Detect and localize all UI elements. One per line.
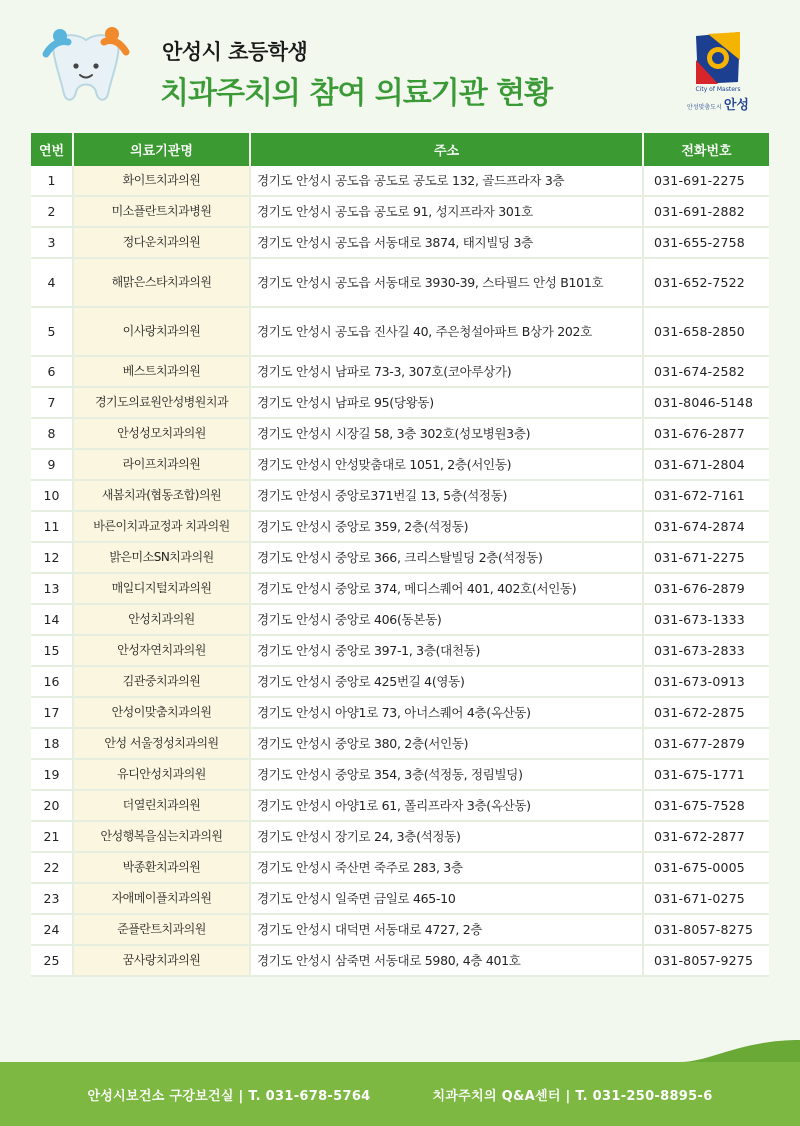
cell-clinic-name: 이사랑치과의원 <box>73 307 250 356</box>
cell-number: 15 <box>31 635 73 666</box>
table-row <box>31 542 769 573</box>
footer-contacts <box>0 1062 800 1126</box>
cell-number: 7 <box>31 387 73 418</box>
cell-clinic-name: 바른이치과교정과 치과의원 <box>73 511 250 542</box>
cell-phone: 031-8057-8275 <box>643 914 769 945</box>
table-row <box>31 697 769 728</box>
clinic-table <box>31 133 769 977</box>
city-logo-name: 안성 <box>723 98 749 113</box>
cell-address: 경기도 안성시 중앙로 354, 3층(석정동, 정림빌딩) <box>250 759 643 790</box>
table-row <box>31 166 769 196</box>
cell-phone: 031-671-0275 <box>643 883 769 914</box>
cell-number: 23 <box>31 883 73 914</box>
cell-number: 12 <box>31 542 73 573</box>
table-row <box>31 258 769 307</box>
cell-phone: 031-676-2877 <box>643 418 769 449</box>
table-row <box>31 945 769 976</box>
cell-address: 경기도 안성시 대덕면 서동대로 4727, 2층 <box>250 914 643 945</box>
cell-clinic-name: 안성자연치과의원 <box>73 635 250 666</box>
cell-phone: 031-675-1771 <box>643 759 769 790</box>
table-row <box>31 604 769 635</box>
cell-clinic-name: 박종환치과의원 <box>73 852 250 883</box>
cell-address: 경기도 안성시 중앙로 374, 메디스퀘어 401, 402호(서인동) <box>250 573 643 604</box>
cell-clinic-name: 김관중치과의원 <box>73 666 250 697</box>
cell-address: 경기도 안성시 공도읍 공도로 91, 성지프라자 301호 <box>250 196 643 227</box>
table-row <box>31 387 769 418</box>
table-row <box>31 418 769 449</box>
footer-qa-center-contact: 치과주치의 Q&A센터 | T. 031-250-8895-6 <box>432 1088 713 1104</box>
cell-phone: 031-676-2879 <box>643 573 769 604</box>
cell-clinic-name: 더열린치과의원 <box>73 790 250 821</box>
cell-clinic-name: 경기도의료원안성병원치과 <box>73 387 250 418</box>
header-number: 연번 <box>31 133 73 166</box>
city-logo-korean <box>668 94 768 113</box>
cell-number: 22 <box>31 852 73 883</box>
cell-phone: 031-655-2758 <box>643 227 769 258</box>
table-row <box>31 449 769 480</box>
cell-address: 경기도 안성시 중앙로 380, 2층(서인동) <box>250 728 643 759</box>
cell-address: 경기도 안성시 장기로 24, 3층(석정동) <box>250 821 643 852</box>
cell-address: 경기도 안성시 중앙로371번길 13, 5층(석정동) <box>250 480 643 511</box>
cell-number: 2 <box>31 196 73 227</box>
cell-number: 21 <box>31 821 73 852</box>
cell-number: 8 <box>31 418 73 449</box>
cell-clinic-name: 꿈사랑치과의원 <box>73 945 250 976</box>
cell-number: 25 <box>31 945 73 976</box>
cell-phone: 031-673-0913 <box>643 666 769 697</box>
table-row <box>31 635 769 666</box>
page-subtitle: 안성시 초등학생 <box>162 40 308 64</box>
cell-clinic-name: 유디안성치과의원 <box>73 759 250 790</box>
cell-clinic-name: 라이프치과의원 <box>73 449 250 480</box>
cell-number: 3 <box>31 227 73 258</box>
cell-phone: 031-672-2875 <box>643 697 769 728</box>
cell-clinic-name: 새봄치과(협동조합)의원 <box>73 480 250 511</box>
cell-clinic-name: 안성행복을심는치과의원 <box>73 821 250 852</box>
table-row <box>31 914 769 945</box>
cell-address: 경기도 안성시 아양1로 73, 아너스퀘어 4층(옥산동) <box>250 697 643 728</box>
table-row <box>31 573 769 604</box>
cell-phone: 031-671-2804 <box>643 449 769 480</box>
cell-number: 13 <box>31 573 73 604</box>
cell-address: 경기도 안성시 중앙로 366, 크리스탈빌딩 2층(석정동) <box>250 542 643 573</box>
cell-address: 경기도 안성시 중앙로 397-1, 3층(대천동) <box>250 635 643 666</box>
city-logo-slogan: 안성맞춤도시 <box>687 104 722 111</box>
cell-address: 경기도 안성시 공도읍 서동대로 3930-39, 스타필드 안성 B101호 <box>250 258 643 307</box>
page-title: 치과주치의 참여 의료기관 현황 <box>160 76 553 111</box>
cell-clinic-name: 안성 서울정성치과의원 <box>73 728 250 759</box>
city-emblem-icon <box>668 30 768 86</box>
cell-clinic-name: 베스트치과의원 <box>73 356 250 387</box>
cell-address: 경기도 안성시 남파로 95(당왕동) <box>250 387 643 418</box>
cell-number: 5 <box>31 307 73 356</box>
table-body <box>31 166 769 976</box>
cell-phone: 031-652-7522 <box>643 258 769 307</box>
cell-address: 경기도 안성시 공도읍 서동대로 3874, 태지빌딩 3층 <box>250 227 643 258</box>
cell-address: 경기도 안성시 죽산면 죽주로 283, 3층 <box>250 852 643 883</box>
cell-address: 경기도 안성시 남파로 73-3, 307호(코아루상가) <box>250 356 643 387</box>
table-row <box>31 728 769 759</box>
cell-address: 경기도 안성시 중앙로 425번길 4(영동) <box>250 666 643 697</box>
table-row <box>31 307 769 356</box>
header-phone: 전화번호 <box>643 133 769 166</box>
cell-number: 11 <box>31 511 73 542</box>
cell-phone: 031-658-2850 <box>643 307 769 356</box>
cell-phone: 031-673-2833 <box>643 635 769 666</box>
cell-number: 19 <box>31 759 73 790</box>
table-row <box>31 821 769 852</box>
cell-clinic-name: 안성이맞춤치과의원 <box>73 697 250 728</box>
cell-phone: 031-675-0005 <box>643 852 769 883</box>
table-row <box>31 759 769 790</box>
cell-clinic-name: 안성성모치과의원 <box>73 418 250 449</box>
cell-phone: 031-671-2275 <box>643 542 769 573</box>
cell-address: 경기도 안성시 시장길 58, 3층 302호(성모병원3층) <box>250 418 643 449</box>
cell-address: 경기도 안성시 일죽면 금일로 465-10 <box>250 883 643 914</box>
cell-phone: 031-675-7528 <box>643 790 769 821</box>
footer-health-center-contact: 안성시보건소 구강보건실 | T. 031-678-5764 <box>87 1088 371 1104</box>
cell-number: 17 <box>31 697 73 728</box>
anseong-city-logo <box>668 30 768 116</box>
header-address: 주소 <box>250 133 643 166</box>
cell-clinic-name: 정다운치과의원 <box>73 227 250 258</box>
cell-number: 20 <box>31 790 73 821</box>
table-row <box>31 666 769 697</box>
cell-address: 경기도 안성시 중앙로 406(동본동) <box>250 604 643 635</box>
table-row <box>31 227 769 258</box>
table-row <box>31 480 769 511</box>
page-header <box>0 0 800 130</box>
cell-address: 경기도 안성시 안성맞춤대로 1051, 2층(서인동) <box>250 449 643 480</box>
cell-number: 24 <box>31 914 73 945</box>
cell-address: 경기도 안성시 아양1로 61, 폴리프라자 3층(옥산동) <box>250 790 643 821</box>
cell-clinic-name: 해맑은스타치과의원 <box>73 258 250 307</box>
table-row <box>31 196 769 227</box>
cell-address: 경기도 안성시 공도읍 진사길 40, 주은청설아파트 B상가 202호 <box>250 307 643 356</box>
cell-number: 16 <box>31 666 73 697</box>
table-row <box>31 852 769 883</box>
cell-address: 경기도 안성시 공도읍 공도로 공도로 132, 골드프라자 3층 <box>250 166 643 196</box>
cell-phone: 031-691-2275 <box>643 166 769 196</box>
cell-clinic-name: 자애메이플치과의원 <box>73 883 250 914</box>
cell-phone: 031-8046-5148 <box>643 387 769 418</box>
cell-number: 4 <box>31 258 73 307</box>
cell-phone: 031-672-2877 <box>643 821 769 852</box>
cell-phone: 031-8057-9275 <box>643 945 769 976</box>
cell-address: 경기도 안성시 중앙로 359, 2층(석정동) <box>250 511 643 542</box>
cell-phone: 031-674-2582 <box>643 356 769 387</box>
cell-clinic-name: 밝은미소SN치과의원 <box>73 542 250 573</box>
cell-phone: 031-691-2882 <box>643 196 769 227</box>
table-header-row <box>31 133 769 166</box>
cell-number: 10 <box>31 480 73 511</box>
cell-clinic-name: 화이트치과의원 <box>73 166 250 196</box>
cell-clinic-name: 미소플란트치과병원 <box>73 196 250 227</box>
cell-number: 6 <box>31 356 73 387</box>
cell-clinic-name: 안성치과의원 <box>73 604 250 635</box>
table-row <box>31 790 769 821</box>
header-clinic-name: 의료기관명 <box>73 133 250 166</box>
cell-number: 1 <box>31 166 73 196</box>
cell-phone: 031-674-2874 <box>643 511 769 542</box>
cell-number: 14 <box>31 604 73 635</box>
cell-phone: 031-672-7161 <box>643 480 769 511</box>
table-row <box>31 511 769 542</box>
cell-number: 9 <box>31 449 73 480</box>
cell-number: 18 <box>31 728 73 759</box>
tooth-mascot-logo <box>38 20 134 116</box>
cell-address: 경기도 안성시 삼죽면 서동대로 5980, 4층 401호 <box>250 945 643 976</box>
table-row <box>31 883 769 914</box>
cell-clinic-name: 준플란트치과의원 <box>73 914 250 945</box>
cell-phone: 031-677-2879 <box>643 728 769 759</box>
cell-phone: 031-673-1333 <box>643 604 769 635</box>
table-row <box>31 356 769 387</box>
cell-clinic-name: 매일디지털치과의원 <box>73 573 250 604</box>
clinic-table-container <box>31 133 769 977</box>
city-logo-english: City of Masters <box>695 86 741 93</box>
